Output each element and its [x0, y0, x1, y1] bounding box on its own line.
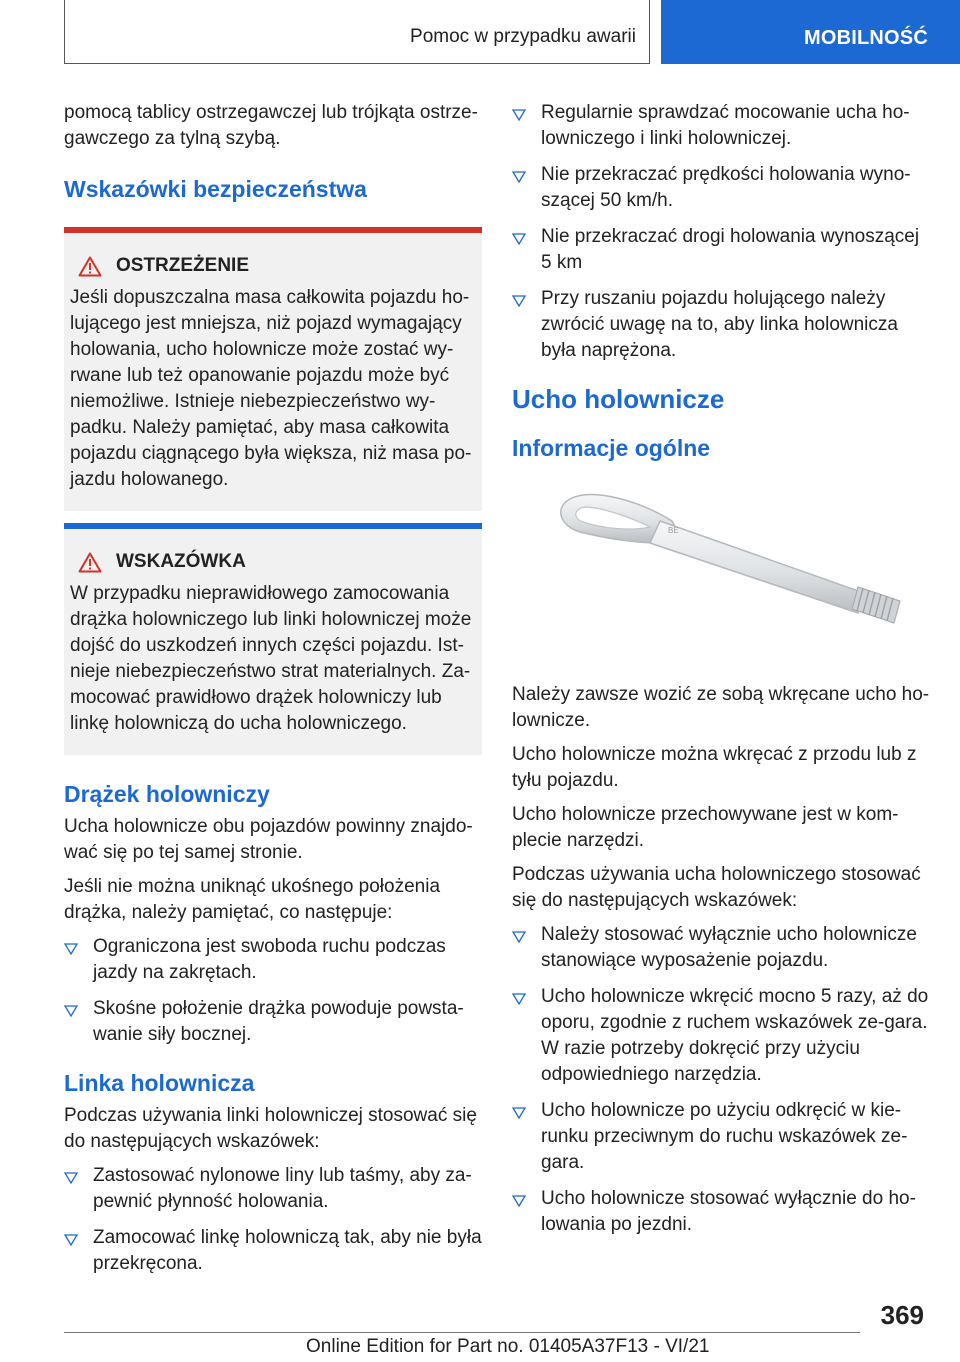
right-column — [512, 100, 932, 1248]
warning-triangle-icon — [78, 552, 102, 573]
tow-rope-list — [64, 1163, 482, 1277]
list-item — [64, 996, 482, 1048]
list-item — [64, 934, 482, 986]
bullet-triangle-icon — [512, 108, 526, 122]
header-section-title: Pomoc w przypadku awarii — [410, 26, 636, 47]
bullet-triangle-icon — [512, 294, 526, 308]
list-item-text: Ucho holownicze wkręcić mocno 5 razy, aż do oporu, zgodnie z ruchem wskazówek ze-gara. W razie potrzeby dokręcić przy użyciu odpowiedniego narzędzia. — [541, 986, 929, 1085]
warning-triangle-icon — [78, 256, 102, 277]
tow-rope-list-continued — [512, 100, 932, 364]
list-item-text: Należy stosować wyłącznie ucho holownicze stanowiące wyposażenie pojazdu. — [541, 924, 917, 971]
bullet-triangle-icon — [512, 232, 526, 246]
tow-rope-heading: Linka holownicza — [64, 1070, 255, 1096]
list-item-text: Przy ruszaniu pojazdu holującego należy zwrócić uwagę na to, aby linka holownicza była naprężona. — [541, 288, 898, 361]
footer-divider — [64, 1332, 860, 1333]
tow-eye-paragraph-1: Należy zawsze wozić ze sobą wkręcane ucho ho-lownicze. — [512, 684, 930, 731]
tow-eye-paragraph-2: Ucho holownicze można wkręcać z przodu lub z tyłu pojazdu. — [512, 744, 917, 791]
list-item — [512, 100, 932, 152]
bullet-triangle-icon — [64, 942, 78, 956]
list-item-text: Ucho holownicze po użyciu odkręcić w kie-runku przeciwnym do ruchu wskazówek ze-gara. — [541, 1100, 908, 1173]
warning-box — [64, 227, 482, 511]
header-chapter-tab: MOBILNOŚĆ — [661, 0, 960, 64]
list-item — [512, 162, 932, 214]
list-item-text: Ograniczona jest swoboda ruchu podczas jazdy na zakrętach. — [93, 936, 446, 983]
list-item — [64, 1225, 482, 1277]
general-info-heading: Informacje ogólne — [512, 435, 711, 461]
note-text: W przypadku nieprawidłowego zamocowania drążka holowniczego lub linki holowniczej może dojść do uszkodzeń innych części pojazdu. Ist-nieje niebezpieczeństwo strat materialnych. Za-mocować prawidłowo drążek holowniczy lub linkę holowniczą do ucha holowniczego. — [70, 583, 472, 734]
tow-eye-paragraph-4: Podczas używania ucha holowniczego stosować się do następujących wskazówek: — [512, 864, 921, 911]
svg-text:BE: BE — [668, 526, 679, 535]
list-item — [512, 1098, 932, 1176]
bullet-triangle-icon — [512, 1106, 526, 1120]
list-item-text: Zamocować linkę holowniczą tak, aby nie była przekręcona. — [93, 1227, 482, 1274]
tow-eye-heading: Ucho holownicze — [512, 384, 725, 414]
tow-bar-paragraph-2: Jeśli nie można uniknąć ukośnego położenia drążka, należy pamiętać, co następuje: — [64, 876, 441, 923]
safety-heading: Wskazówki bezpieczeństwa — [64, 176, 367, 202]
warning-title: OSTRZEŻENIE — [116, 255, 250, 276]
bullet-triangle-icon — [64, 1233, 78, 1247]
bullet-triangle-icon — [512, 170, 526, 184]
list-item — [512, 1186, 932, 1238]
tow-eye-list — [512, 922, 932, 1238]
list-item — [512, 224, 932, 276]
warning-header — [70, 255, 474, 277]
bullet-triangle-icon — [64, 1004, 78, 1018]
list-item-text: Zastosować nylonowe liny lub taśmy, aby za-pewnić płynność holowania. — [93, 1165, 472, 1212]
list-item — [512, 286, 932, 364]
list-item — [64, 1163, 482, 1215]
tow-eye-image — [522, 481, 922, 671]
tow-bar-list — [64, 934, 482, 1048]
list-item — [512, 922, 932, 974]
list-item-text: Nie przekraczać drogi holowania wynoszącej 5 km — [541, 226, 920, 273]
bullet-triangle-icon — [512, 1194, 526, 1208]
list-item — [512, 984, 932, 1088]
page-number: 369 — [880, 1300, 924, 1330]
tow-rope-paragraph: Podczas używania linki holowniczej stosować się do następujących wskazówek: — [64, 1105, 477, 1152]
note-header — [70, 551, 474, 573]
bullet-triangle-icon — [512, 992, 526, 1006]
warning-text: Jeśli dopuszczalna masa całkowita pojazdu ho-lującego jest mniejsza, niż pojazd wymagający holowania, ucho holownicze może zostać wy-rwane lub też opanowanie pojazdu może być niemożliwe. Istnieje niebezpieczeństwo wy-padku. Należy pamiętać, aby masa całkowita pojazdu ciągnącego była większa, niż masa po-jazdu holowanego. — [70, 287, 472, 490]
footer-edition: Online Edition for Part no. 01405A37F13 - VI/21 — [306, 1336, 710, 1357]
list-item-text: Ucho holownicze stosować wyłącznie do ho-lowania po jezdni. — [541, 1188, 916, 1235]
note-title: WSKAZÓWKA — [116, 551, 246, 572]
tow-eye-paragraph-3: Ucho holownicze przechowywane jest w kom-plecie narzędzi. — [512, 804, 899, 851]
bullet-triangle-icon — [64, 1171, 78, 1185]
tow-bar-heading: Drążek holowniczy — [64, 781, 270, 807]
list-item-text: Skośne położenie drążka powoduje powsta-wanie siły bocznej. — [93, 998, 464, 1045]
note-box — [64, 523, 482, 755]
intro-paragraph: pomocą tablicy ostrzegawczej lub trójkąta ostrze-gawczego za tylną szybą. — [64, 102, 478, 149]
tow-eye-illustration — [512, 476, 932, 676]
bullet-triangle-icon — [512, 930, 526, 944]
tow-bar-paragraph-1: Ucha holownicze obu pojazdów powinny znajdo-wać się po tej samej stronie. — [64, 816, 473, 863]
list-item-text: Regularnie sprawdzać mocowanie ucha ho-lowniczego i linki holowniczej. — [541, 102, 910, 149]
left-column — [64, 100, 482, 1287]
list-item-text: Nie przekraczać prędkości holowania wyno-szącej 50 km/h. — [541, 164, 911, 211]
